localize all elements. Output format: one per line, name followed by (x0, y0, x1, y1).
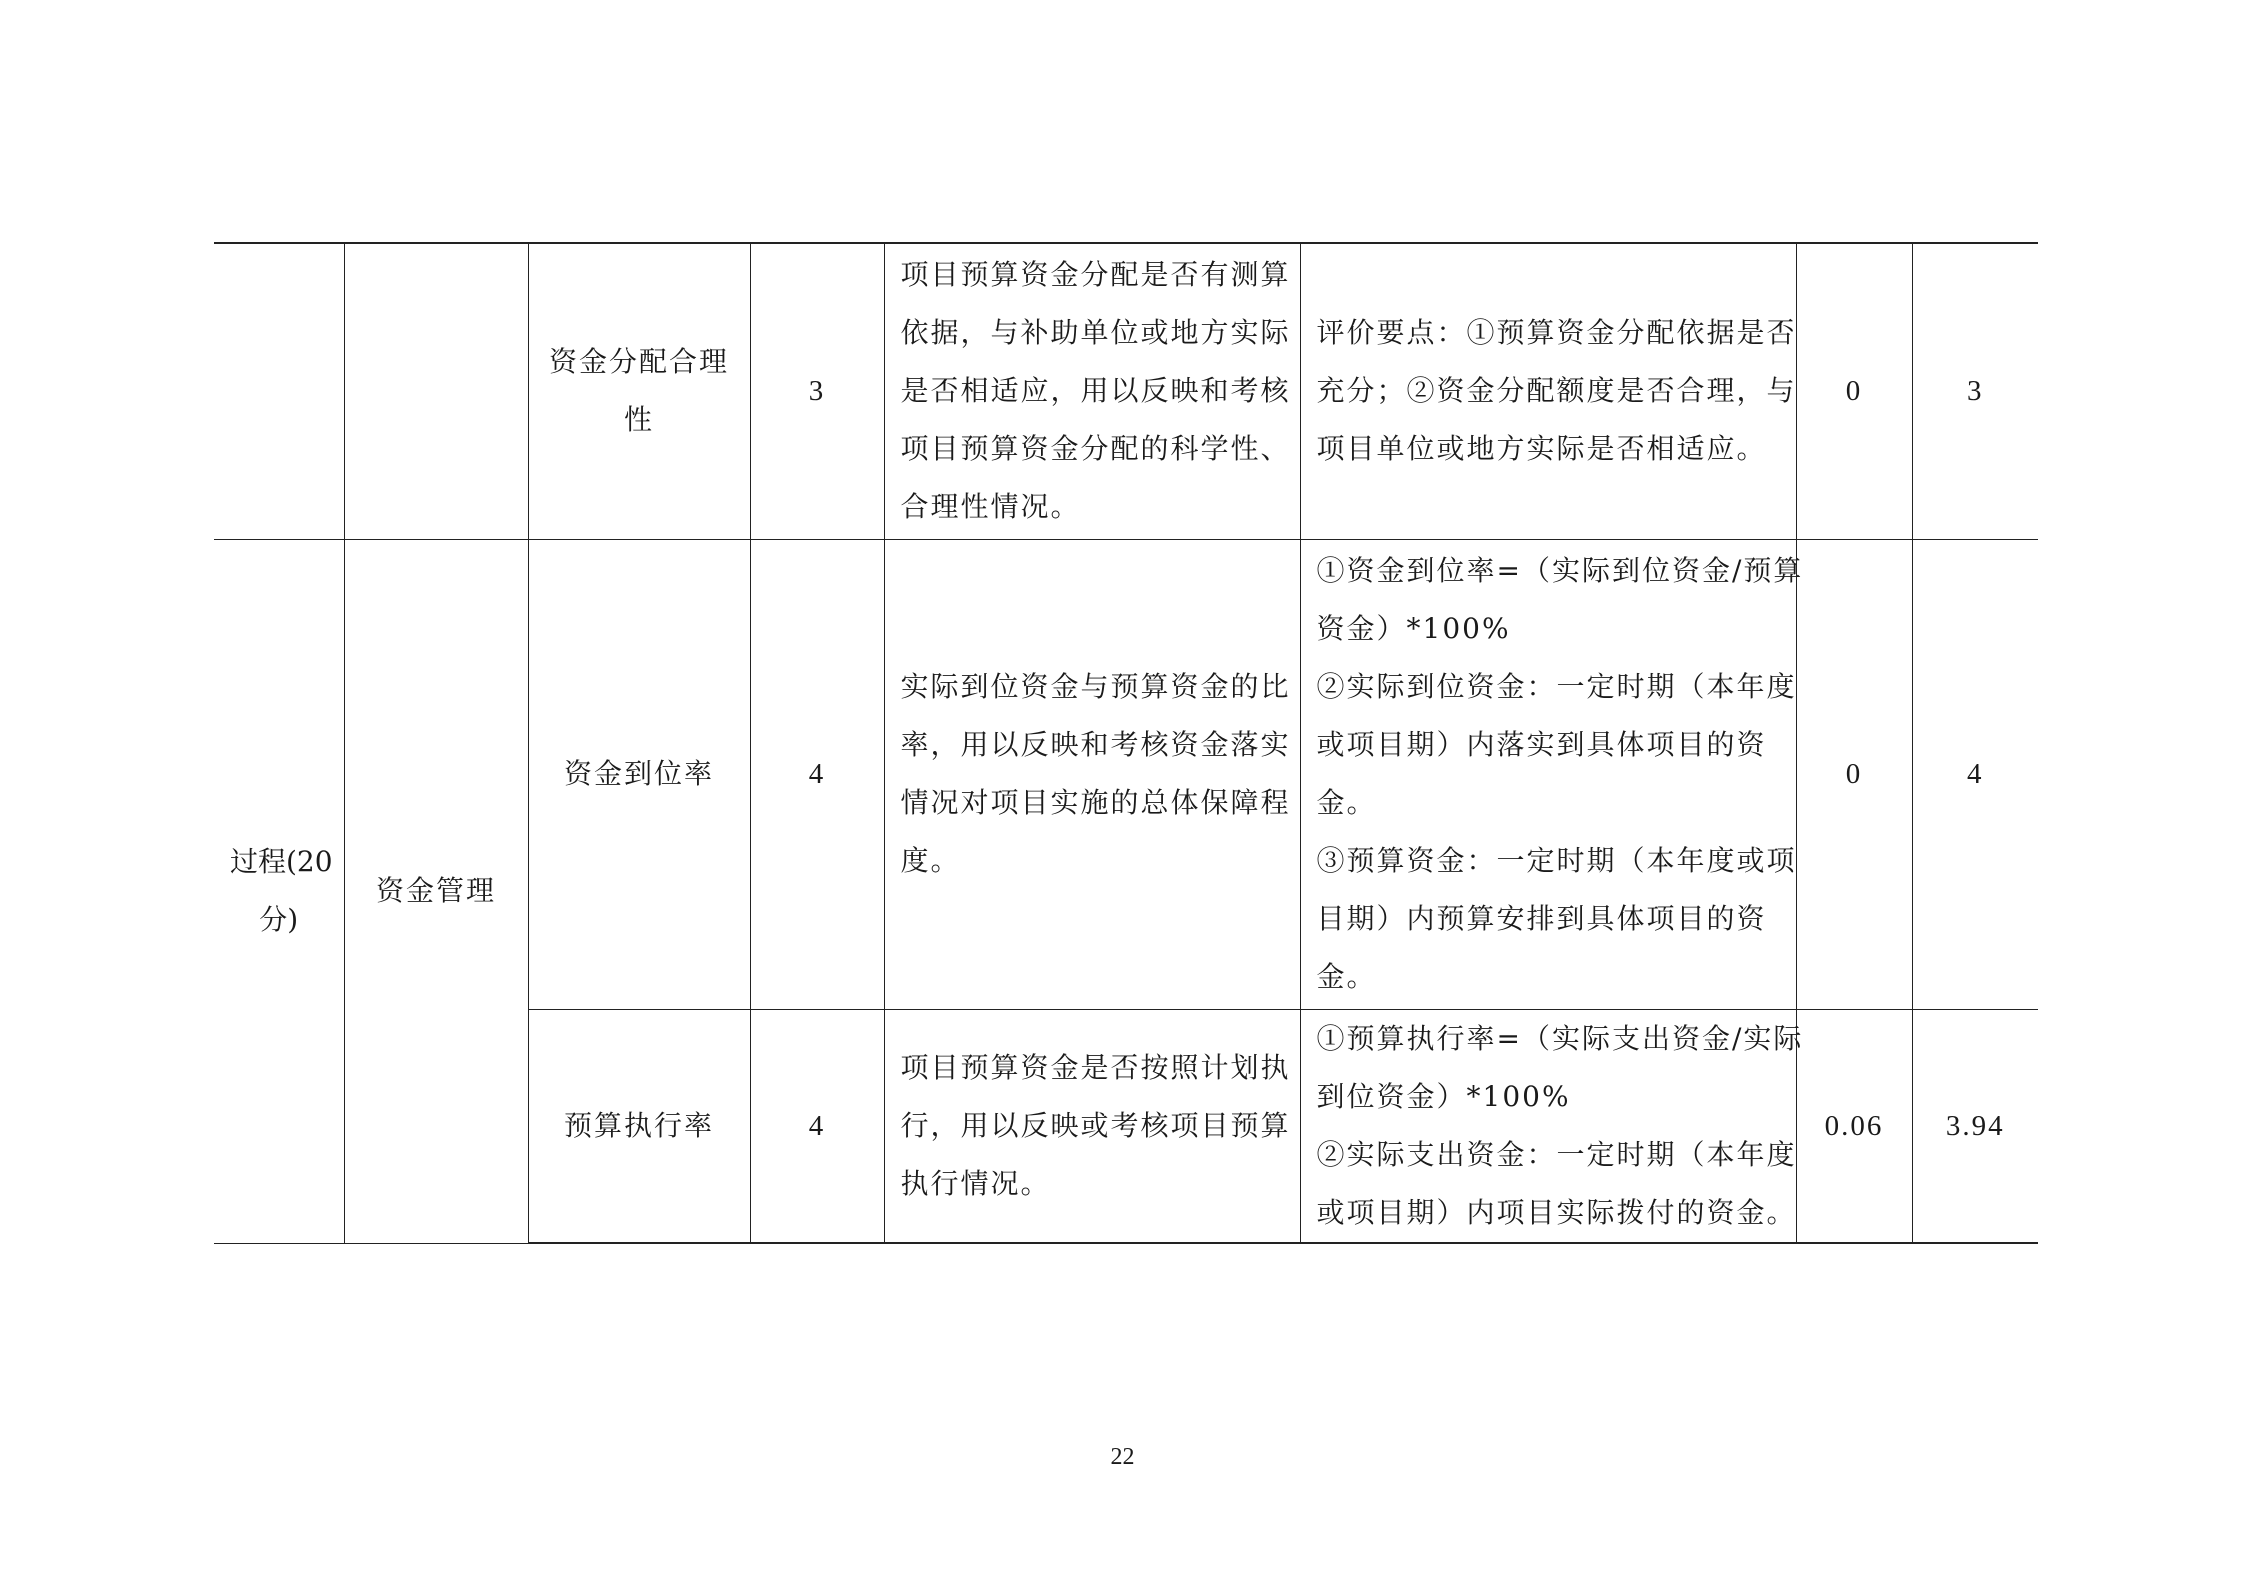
criteria-cell (1300, 1009, 1804, 1243)
criteria-line: ③预算资金：一定时期（本年度或项 (1316, 844, 1797, 877)
level1-line: 分) (259, 903, 299, 936)
description-line: 是否相适应，用以反映和考核 (900, 374, 1291, 408)
weight-cell: 4 (750, 1009, 884, 1243)
description-line: 执行情况。 (900, 1166, 1051, 1200)
description-line: 依据，与补助单位或地方实际 (900, 316, 1291, 350)
criteria-line: ②实际支出资金：一定时期（本年度 (1316, 1137, 1797, 1171)
criteria-line: 金。 (1316, 786, 1377, 819)
level1-cell (214, 539, 344, 1243)
criteria-line: ①资金到位率=（实际到位资金/预算 (1316, 554, 1804, 587)
description-line: 度。 (900, 844, 961, 877)
table-row (214, 243, 2038, 539)
criteria-line: 金。 (1316, 960, 1377, 993)
evaluation-table (214, 242, 2038, 1244)
criteria-cell (1300, 539, 1804, 1009)
criteria-line: 目期）内预算安排到具体项目的资 (1316, 902, 1767, 935)
criteria-line: 项目单位或地方实际是否相适应。 (1316, 432, 1767, 466)
score-cell: 3.94 (1912, 1009, 2038, 1243)
level2-cell-empty (344, 243, 528, 539)
description-line: 合理性情况。 (900, 490, 1081, 524)
description-line: 项目预算资金分配的科学性、 (900, 432, 1291, 466)
deduction-cell: 0.06 (1796, 1009, 1912, 1243)
indicator-cell (528, 539, 750, 1009)
description-line: 项目预算资金分配是否有测算 (900, 258, 1291, 292)
level1-cell-empty (214, 243, 344, 539)
indicator-line: 资金到位率 (563, 757, 714, 790)
indicator-cell (528, 1009, 750, 1243)
criteria-line: ②实际到位资金：一定时期（本年度 (1316, 670, 1797, 703)
table-row (214, 539, 2038, 1009)
indicator-line: 资金分配合理 (548, 345, 729, 379)
deduction-cell: 0 (1796, 539, 1912, 1009)
criteria-cell (1300, 243, 1796, 539)
description-cell (884, 539, 1300, 1009)
weight-cell: 4 (750, 539, 884, 1009)
page-number: 22 (1110, 1444, 1135, 1470)
level2-cell: 资金管理 (344, 539, 528, 1243)
description-line: 情况对项目实施的总体保障程 (900, 786, 1291, 819)
description-line: 实际到位资金与预算资金的比 (900, 670, 1291, 703)
description-line: 行，用以反映或考核项目预算 (900, 1108, 1291, 1142)
description-cell (884, 243, 1300, 539)
level1-line: 过程(20 (230, 845, 333, 878)
description-cell (884, 1009, 1300, 1243)
criteria-line: 或项目期）内落实到具体项目的资 (1316, 728, 1767, 761)
indicator-line: 预算执行率 (563, 1108, 714, 1142)
criteria-line: ①预算执行率=（实际支出资金/实际 (1316, 1021, 1804, 1055)
deduction-cell: 0 (1796, 243, 1912, 539)
indicator-cell (528, 243, 750, 539)
criteria-line: 充分；②资金分配额度是否合理，与 (1316, 374, 1797, 408)
criteria-line: 或项目期）内项目实际拨付的资金。 (1316, 1195, 1797, 1229)
criteria-line: 到位资金）*100% (1316, 1079, 1571, 1113)
indicator-line: 性 (623, 403, 654, 437)
criteria-line: 资金）*100% (1316, 612, 1511, 645)
description-line: 率，用以反映和考核资金落实 (900, 728, 1291, 761)
score-cell: 3 (1912, 243, 2038, 539)
criteria-line: 评价要点：①预算资金分配依据是否 (1316, 316, 1797, 350)
score-cell: 4 (1912, 539, 2038, 1009)
weight-cell: 3 (750, 243, 884, 539)
description-line: 项目预算资金是否按照计划执 (900, 1050, 1291, 1084)
